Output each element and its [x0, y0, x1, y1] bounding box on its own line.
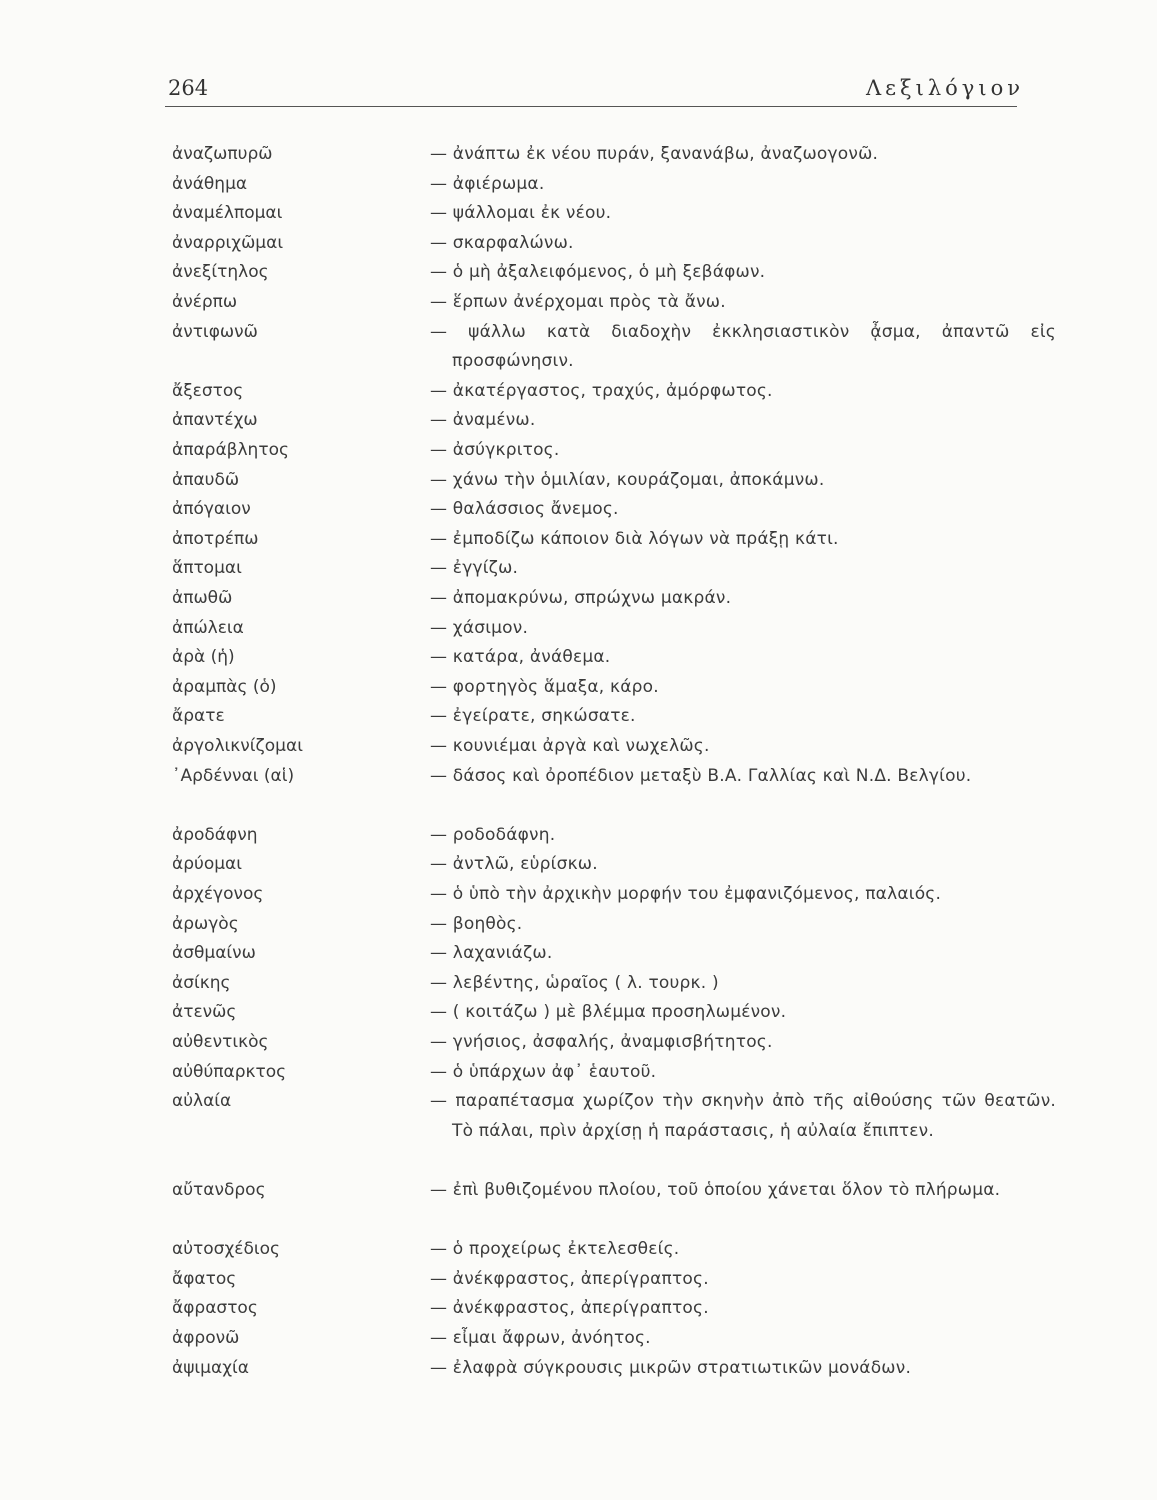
entry-definition: — ἀναμένω. [430, 410, 536, 431]
entry-definition: — ἀνέκφραστος, ἀπερίγραπτος. [430, 1298, 709, 1319]
entry-headword: αὐτοσχέδιος [172, 1239, 280, 1260]
entry-headword: ἀναμέλπομαι [172, 203, 283, 224]
entry-definition: — ψάλλομαι ἐκ νέου. [430, 203, 612, 224]
page-number: 264 [168, 76, 209, 100]
entry-headword: ἀσίκης [172, 972, 231, 993]
entry-definition: — χάσιμον. [430, 617, 529, 638]
entry-definition: — ἐγείρατε, σηκώσατε. [430, 706, 636, 727]
entry-definition: — ὁ μὴ ἀξαλειφόμενος, ὁ μὴ ξεβάφων. [430, 262, 766, 283]
running-title: Λεξιλόγιον [866, 76, 1024, 100]
entry-headword: ἀροδάφνη [172, 824, 258, 845]
entry-headword: ἀνεξίτηλος [172, 262, 269, 283]
entry-definition: — χάνω τὴν ὁμιλίαν, κουράζομαι, ἀποκάμνω. [430, 469, 825, 490]
entry-definition: — ἀκατέργαστος, τραχύς, ἀμόρφωτος. [430, 380, 773, 401]
entry-headword: ἀπαράβλητος [172, 440, 289, 460]
entry-definition: — ( κοιτάζω ) μὲ βλέμμα προσηλωμένον. [430, 1002, 787, 1023]
entry-headword: ἀναζωπυρῶ [172, 144, 273, 164]
entry-definition: — σκαρφαλώνω. [430, 232, 574, 253]
entry-headword: ἀπαυδῶ [172, 469, 240, 490]
entry-definition: — ἐπὶ βυθιζομένου πλοίου, τοῦ ὁποίου χάνεται ὅλον τὸ πλήρωμα. [430, 1180, 1001, 1200]
entry-headword: ἀρωγὸς [172, 913, 239, 934]
entry-definition: — ὁ προχείρως ἐκτελεσθείς. [430, 1239, 680, 1260]
entry-headword: ἅπτομαι [172, 558, 242, 579]
entry-definition: — ἀνέκφραστος, ἀπερίγραπτος. [430, 1268, 709, 1289]
entry-headword: ᾿Αρδένναι (αἱ) [172, 765, 295, 786]
entry-definition: — ἐμποδίζω κάποιον διὰ λόγων νὰ πράξῃ κάτι. [430, 528, 839, 549]
entry-headword: ἀνάθημα [172, 173, 248, 194]
entry-definition: — ψάλλω κατὰ διαδοχὴν ἐκκλησιαστικὸν ᾆσμα, ἀπαντῶ εἰς προσφώνησιν. [430, 321, 1056, 372]
entry-definition: — ἐγγίζω. [430, 558, 519, 579]
entry-headword: ἀπώλεια [172, 617, 244, 638]
entry-headword: αὔτανδρος [172, 1180, 266, 1200]
entry-headword: ἀνέρπω [172, 292, 238, 312]
entry-definition: — κουνιέμαι ἀργὰ καὶ νωχελῶς. [430, 736, 710, 756]
entry-headword: ἀρὰ (ἡ) [172, 647, 235, 668]
entry-headword: ἀπόγαιον [172, 499, 251, 520]
entry-definition: — ἕρπων ἀνέρχομαι πρὸς τὰ ἄνω. [430, 292, 726, 312]
entry-definition: — εἶμαι ἄφρων, ἀνόητος. [430, 1328, 651, 1348]
entry-definition: — παραπέτασμα χωρίζον τὴν σκηνὴν ἀπὸ τῆς αἰθούσης τῶν θεατῶν. Τὸ πάλαι, πρὶν ἀρχίσῃ ἡ παράστασις, ἡ αὐλαία ἔπιπτεν. [430, 1091, 1056, 1141]
entry-headword: ἀτενῶς [172, 1002, 237, 1023]
entry-definition: — ὁ ὑπὸ τὴν ἀρχικὴν μορφήν του ἐμφανιζόμενος, παλαιός. [430, 884, 942, 904]
entry-headword: ἀψιμαχία [172, 1357, 249, 1378]
entry-headword: αὐθύπαρκτος [172, 1061, 287, 1082]
entry-definition: — θαλάσσιος ἄνεμος. [430, 499, 619, 520]
entry-headword: ἀσθμαίνω [172, 943, 256, 964]
entry-definition: — κατάρα, ἀνάθεμα. [430, 647, 611, 668]
entry-definition: — ἀπομακρύνω, σπρώχνω μακράν. [430, 588, 732, 608]
entry-definition: — δάσος καὶ ὀροπέδιον μεταξὺ Β.Α. Γαλλίας καὶ Ν.Δ. Βελγίου. [430, 765, 972, 786]
entry-headword: ἀπαντέχω [172, 410, 258, 431]
entry-headword: ἀραμπὰς (ὁ) [172, 676, 277, 697]
entry-definition: — λεβέντης, ὡραῖος ( λ. τουρκ. ) [430, 972, 719, 993]
entry-definition: — φορτηγὸς ἅμαξα, κάρο. [430, 676, 659, 697]
entry-definition: — ἀσύγκριτος. [430, 440, 560, 460]
entry-definition: — ἀντλῶ, εὑρίσκω. [430, 854, 598, 875]
entry-headword: ἀναρριχῶμαι [172, 232, 284, 253]
entry-headword: ἀρύομαι [172, 854, 243, 875]
entry-headword: ἄφραστος [172, 1298, 258, 1319]
entry-definition: — ἀνάπτω ἐκ νέου πυράν, ξανανάβω, ἀναζωογονῶ. [430, 144, 879, 164]
entry-definition: — βοηθὸς. [430, 913, 523, 934]
entry-definition: — γνήσιος, ἀσφαλής, ἀναμφισβήτητος. [430, 1032, 773, 1052]
entry-headword: ἄξεστος [172, 380, 244, 401]
entry-headword: ἀφρονῶ [172, 1328, 240, 1348]
entry-definition: — λαχανιάζω. [430, 943, 553, 964]
entry-headword: ἀποτρέπω [172, 528, 259, 549]
entry-definition: — ὁ ὑπάρχων ἀφ᾿ ἑαυτοῦ. [430, 1061, 657, 1082]
entry-headword: ἀρχέγονος [172, 884, 264, 904]
entry-headword: ἀπωθῶ [172, 588, 233, 608]
entry-definition: — ροδοδάφνη. [430, 824, 556, 845]
entry-headword: αὐθεντικὸς [172, 1032, 269, 1052]
entry-headword: ἀντιφωνῶ [172, 321, 258, 342]
entry-headword: ἀργολικνίζομαι [172, 736, 303, 756]
entry-headword: ἄρατε [172, 706, 225, 727]
entry-headword: αὐλαία [172, 1091, 232, 1112]
entry-definition: — ἀφιέρωμα. [430, 173, 545, 194]
entry-definition: — ἐλαφρὰ σύγκρουσις μικρῶν στρατιωτικῶν μονάδων. [430, 1357, 912, 1378]
entry-headword: ἄφατος [172, 1268, 237, 1289]
